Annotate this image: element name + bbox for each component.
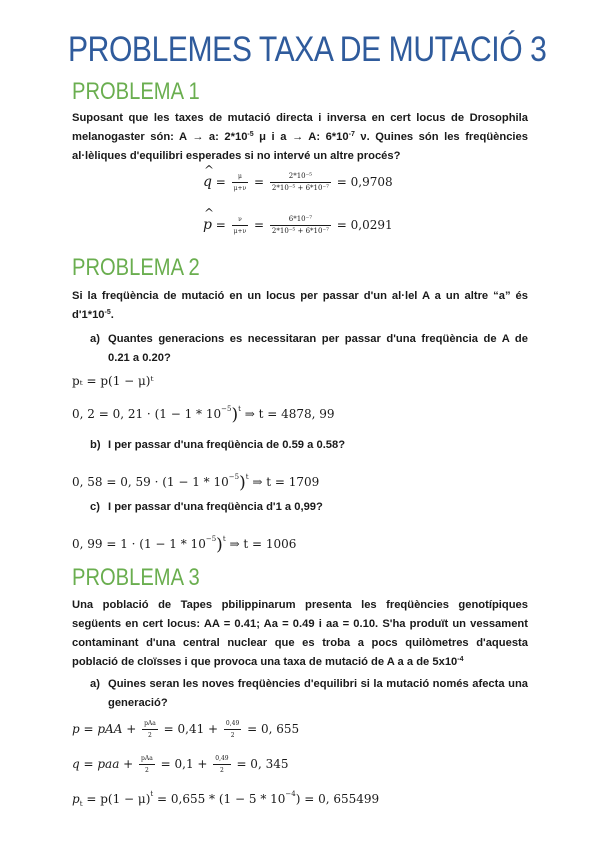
problem-2-heading: PROBLEMA 2 bbox=[72, 254, 200, 281]
equation-a: 0, 2 = 0, $21 \cdot (1 - 1 * 10^{-5})^t$ ⇒ t = 4878, 99 bbox=[72, 405, 335, 425]
equation-pt: $p_t = p(1 - \mu)^t = 0,655 * (1 - 5 * 10^{-4}) = 0$, 655499 bbox=[72, 790, 380, 808]
problem-2-question-b: b) I per passar d'una freqüència de 0.59 a 0.58? bbox=[90, 439, 346, 451]
problem-1-statement: Suposant que les taxes de mutació directa i inversa en cert locus de Drosophila melanogaster són: A → a: $2*10^{-5}$ μ i a → A: $6*10^{-7}$ ν. Quines són les freqüències al·lèliques d'equilibri esperades si no intervé un altre procés? bbox=[72, 112, 528, 162]
equation-q-hat: ^ q = $\frac{\mu}{\mu+\nu}$ = $\frac{\text{2*10⁻⁵}}{\text{2*10⁻⁵ + 6*10⁻⁷}}$ = 0,9708 bbox=[203, 172, 393, 193]
problem-3-statement: Una població de Tapes pbilippinarum presenta les freqüències genotípiques següents en cert locus: AA = 0.41; Aa = 0.49 i aa = 0.10. S'ha produït un vessament contaminant d'una central nuclear que es troba a pocs quilòmetres d'aquesta població de cloïsses i que provoca una taxa de mutació de A a a de $5x10^{-4}$ bbox=[72, 599, 528, 668]
problem-3-heading: PROBLEMA 3 bbox=[72, 564, 200, 591]
equation-b: 0, 58 = 0, $59 \cdot (1 - 1 * 10^{-5})^t$ ⇒ t = 1709 bbox=[72, 473, 320, 493]
problem-2-question-a: a) Quantes generacions es necessitaran per passar d'una freqüència de A de 0.21 a 0.20? bbox=[90, 333, 528, 364]
problem-3-question-a: a) Quines seran les noves freqüències d'equilibri si la mutació només afecta una generació? bbox=[90, 678, 528, 709]
problem-2-question-c: c) I per passar d'una freqüència d'1 a 0,99? bbox=[90, 501, 323, 513]
page-title: PROBLEMES TAXA DE MUTACIÓ 3 bbox=[68, 30, 547, 69]
equation-q: q = paa + $\frac{\text{pAa}}{2}$ = 0,1 + $\frac{0,49}{2}$ = 0, 345 bbox=[72, 755, 289, 774]
equation-p: p = pAA + $\frac{\text{pAa}}{2}$ = 0,41 + $\frac{0,49}{2}$ = 0, 655 bbox=[72, 720, 300, 739]
problem-1-heading: PROBLEMA 1 bbox=[72, 78, 200, 105]
problem-2-statement: Si la freqüència de mutació en un locus per passar d'un al·lel A a un altre “a” és $d'1*10^{-5}$. bbox=[72, 290, 528, 321]
formula-pt: pₜ = p(1 − μ)ᵗ bbox=[72, 374, 154, 388]
equation-c: 0, $99 = 1 \cdot (1 - 1 * 10^{-5})^t$ ⇒ t = 1006 bbox=[72, 535, 297, 555]
equation-p-hat: ^ p = $\frac{\nu}{\mu+\nu}$ = $\frac{\text{6*10⁻⁷}}{\text{2*10⁻⁵ + 6*10⁻⁷}}$ = 0,0291 bbox=[203, 215, 393, 236]
